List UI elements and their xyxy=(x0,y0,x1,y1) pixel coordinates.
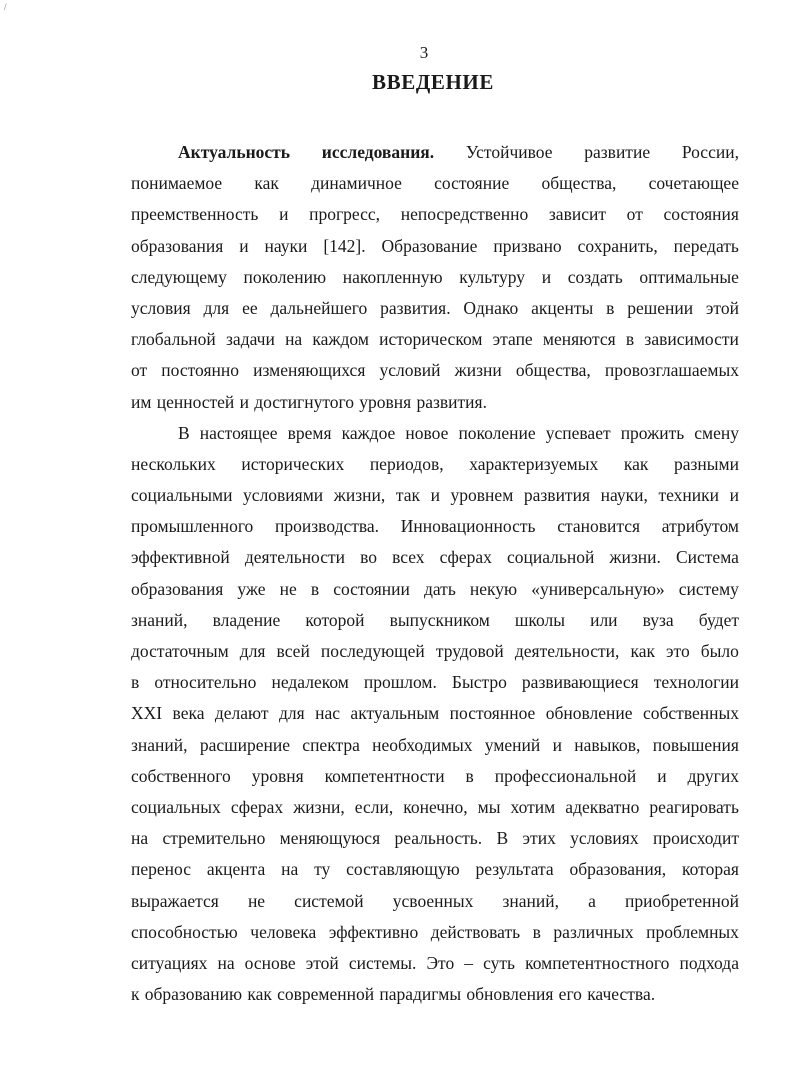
text-line xyxy=(131,231,739,262)
word: деятельности xyxy=(244,547,346,568)
word: основе xyxy=(244,952,296,973)
word: время xyxy=(287,422,332,443)
word: характеризуемых xyxy=(469,453,599,474)
word: выражается xyxy=(131,890,219,911)
word: Однако xyxy=(463,297,519,318)
word: динамичное xyxy=(311,173,402,194)
word: которой xyxy=(305,609,365,630)
word: в xyxy=(532,921,541,942)
text-line xyxy=(131,511,739,542)
word: России, xyxy=(681,142,739,162)
word: реальность. xyxy=(394,828,483,849)
word: прогресс, xyxy=(309,204,381,225)
text-line xyxy=(131,262,739,293)
word: техники xyxy=(658,485,719,506)
word: ее xyxy=(242,297,258,318)
word: школы xyxy=(514,609,566,630)
word: глобальной xyxy=(131,329,216,350)
word: нас xyxy=(315,703,340,724)
word: и xyxy=(279,204,289,225)
word: состоянии xyxy=(333,578,410,599)
word: условий xyxy=(379,360,441,381)
text-line xyxy=(131,355,739,386)
word: условия xyxy=(131,297,191,318)
bold-word: исследования. xyxy=(321,142,435,162)
word: достигнутого xyxy=(254,391,355,412)
word: качества. xyxy=(587,984,656,1005)
word: настоящее xyxy=(199,422,278,443)
word: относительно xyxy=(154,672,257,693)
text-line xyxy=(131,605,739,636)
word: собственных xyxy=(642,703,739,724)
word: в xyxy=(465,765,474,786)
word: как xyxy=(254,173,279,194)
word: меняющуюся xyxy=(279,828,381,849)
word: сохранить, xyxy=(577,235,658,256)
word: состояния xyxy=(663,204,739,225)
word: и xyxy=(729,485,739,506)
word: достаточным xyxy=(131,641,229,661)
word: некую xyxy=(469,578,518,599)
word: каждом xyxy=(312,329,369,350)
word: а xyxy=(588,890,596,911)
word: будет xyxy=(698,609,739,630)
word: ту xyxy=(314,859,331,880)
word: состояние xyxy=(434,173,510,194)
word: В xyxy=(496,828,509,849)
word: сочетающее xyxy=(648,173,739,194)
text-line xyxy=(131,667,739,698)
word: смену xyxy=(694,422,739,443)
word: уровнем xyxy=(450,485,514,506)
text-line xyxy=(131,730,739,761)
word: и xyxy=(657,765,667,786)
word: зависимости xyxy=(644,329,739,350)
word: владение xyxy=(212,609,281,630)
word: обновление xyxy=(545,703,633,724)
word: дальнейшего xyxy=(270,297,368,318)
word: и xyxy=(541,266,552,287)
word: человека xyxy=(250,921,317,942)
word: обновления xyxy=(466,984,554,1005)
corner-mark: / xyxy=(4,2,7,12)
word: социальными xyxy=(131,485,233,506)
word: способностью xyxy=(131,921,238,942)
word: эффективно xyxy=(328,921,419,942)
word: к xyxy=(131,984,140,1005)
word: прошлом. xyxy=(363,672,437,693)
word: Инновационность xyxy=(400,516,536,537)
word: преемственность xyxy=(131,204,259,225)
text-line xyxy=(131,293,739,324)
word: образованию xyxy=(144,984,243,1005)
section-heading: ВВЕДЕНИЕ xyxy=(372,70,494,94)
word: нескольких xyxy=(131,453,216,474)
word: ценностей xyxy=(156,391,235,412)
word: и xyxy=(239,391,249,412)
word: так xyxy=(395,485,420,506)
word: жизни, xyxy=(293,796,345,817)
word: науки xyxy=(264,235,308,256)
word: решении xyxy=(627,297,694,318)
text-line xyxy=(131,542,739,573)
word: как xyxy=(630,641,655,661)
word: становится xyxy=(557,516,641,537)
word: компетентностного xyxy=(525,952,670,973)
text-line xyxy=(131,449,739,480)
word: [142]. xyxy=(323,235,366,256)
word: всех xyxy=(392,547,425,568)
word: В xyxy=(178,422,190,443)
word: разными xyxy=(673,453,739,474)
word: жизни. xyxy=(609,547,661,568)
word: и xyxy=(552,734,562,755)
word: условиями xyxy=(243,485,324,506)
word: компетентности xyxy=(324,765,445,786)
word: деятельности, xyxy=(514,641,620,661)
word: атрибутом xyxy=(661,516,739,537)
text-line xyxy=(131,418,739,449)
word: следующему xyxy=(131,266,227,287)
word: приобретенной xyxy=(625,890,739,911)
word: социальной xyxy=(506,547,595,568)
paragraph xyxy=(131,137,739,418)
text-line xyxy=(131,698,739,729)
word: исторических xyxy=(241,453,345,474)
word: умений xyxy=(484,734,541,755)
word: успевает xyxy=(545,422,611,443)
paragraph xyxy=(131,418,739,1011)
word: в xyxy=(131,672,140,693)
word: всей xyxy=(276,641,310,661)
word: уровня xyxy=(359,391,412,412)
word: конечно, xyxy=(403,796,468,817)
word: адекватно xyxy=(565,796,640,817)
word: этой xyxy=(305,952,339,973)
word: других xyxy=(687,765,739,786)
word: «универсальную» xyxy=(531,578,665,599)
word: систему xyxy=(678,578,739,599)
word: им xyxy=(131,391,152,412)
word: – xyxy=(464,952,474,973)
word: этой xyxy=(705,297,739,318)
word: суть xyxy=(483,952,516,973)
page-number: 3 xyxy=(419,43,429,62)
word: образования, xyxy=(569,859,667,880)
word: на xyxy=(281,859,299,880)
word: передать xyxy=(673,235,739,256)
word: это xyxy=(666,641,690,661)
word: технологии xyxy=(653,672,739,693)
text-line xyxy=(131,574,739,605)
word: знаний, xyxy=(502,890,560,911)
word: постоянное xyxy=(449,703,536,724)
word: провозглашаемых xyxy=(604,360,739,381)
word: в xyxy=(625,329,635,350)
word: знаний, xyxy=(131,609,188,630)
word: этапе xyxy=(492,329,533,350)
text-line xyxy=(131,761,739,792)
word: и xyxy=(239,235,249,256)
word: ситуациях xyxy=(131,952,208,973)
word: на xyxy=(217,952,235,973)
word: производства. xyxy=(275,516,380,537)
word: условиях xyxy=(570,828,639,849)
word: зависит xyxy=(548,204,606,225)
word: необходимых xyxy=(372,734,473,755)
word: культуру xyxy=(459,266,526,287)
word: историческом xyxy=(379,329,483,350)
word: развития xyxy=(523,485,590,506)
word: парадигмы xyxy=(379,984,462,1005)
word: как xyxy=(623,453,649,474)
word: развития. xyxy=(416,391,487,412)
word: задачи xyxy=(226,329,275,350)
word: развития. xyxy=(380,297,451,318)
word: недалеком xyxy=(271,672,349,693)
word: уже xyxy=(237,578,266,599)
word: понимаемое xyxy=(131,173,223,194)
word: усвоенных xyxy=(392,890,474,911)
word: жизни, xyxy=(333,485,386,506)
word: оптимальные xyxy=(639,266,739,287)
word: не xyxy=(247,890,266,911)
word: изменяющихся xyxy=(253,360,366,381)
word: профессиональной xyxy=(494,765,637,786)
word: развитие xyxy=(584,142,651,162)
word: трудовой xyxy=(435,641,504,661)
word: жизни xyxy=(454,360,502,381)
word: актуальным xyxy=(350,703,440,724)
text-line xyxy=(131,480,739,511)
word: этих xyxy=(522,828,556,849)
word: во xyxy=(360,547,377,568)
word: спектра xyxy=(302,734,360,755)
word: XXI xyxy=(131,703,163,724)
word: эффективной xyxy=(131,547,230,568)
word: делают xyxy=(214,703,269,724)
word: акценты xyxy=(531,297,594,318)
word: в xyxy=(310,578,320,599)
word: поколению xyxy=(243,266,327,287)
word: накопленную xyxy=(342,266,443,287)
text-line xyxy=(131,792,739,823)
word: поколение xyxy=(458,422,536,443)
text-line xyxy=(131,387,739,418)
word: постоянно xyxy=(161,360,239,381)
word: современной xyxy=(277,984,375,1005)
word: образования xyxy=(131,578,224,599)
word: как xyxy=(247,984,272,1005)
word: общества, xyxy=(541,173,617,194)
word: проблемных xyxy=(646,921,739,942)
word: хотим xyxy=(510,796,556,817)
word: выпускником xyxy=(389,609,490,630)
word: призвано xyxy=(493,235,562,256)
word: уровня xyxy=(251,765,304,786)
text-line xyxy=(131,137,739,168)
word: происходит xyxy=(652,828,739,849)
word: стремительно xyxy=(162,828,266,849)
word: акцента xyxy=(206,859,266,880)
word: составляющую xyxy=(346,859,460,880)
text-line xyxy=(131,199,739,230)
word: последующей xyxy=(320,641,425,661)
word: Образование xyxy=(381,235,478,256)
word: создать xyxy=(567,266,623,287)
word: системой xyxy=(294,890,364,911)
word: было xyxy=(700,641,739,661)
word: общества, xyxy=(515,360,591,381)
text-line xyxy=(131,823,739,854)
text-line xyxy=(131,979,739,1010)
body-text xyxy=(131,137,739,1010)
word: на xyxy=(285,329,303,350)
word: периодов, xyxy=(369,453,444,474)
word: меняются xyxy=(542,329,616,350)
word: реагировать xyxy=(649,796,739,817)
word: навыков, xyxy=(574,734,641,755)
word: различных xyxy=(553,921,634,942)
word: прожить xyxy=(620,422,685,443)
text-line xyxy=(131,886,739,917)
word: расширение xyxy=(199,734,290,755)
word: перенос xyxy=(131,859,191,880)
word: для xyxy=(239,641,266,661)
word: от xyxy=(626,204,643,225)
word: дать xyxy=(423,578,456,599)
word: промышленного xyxy=(131,516,254,537)
text-line xyxy=(131,854,739,885)
word: непосредственно xyxy=(400,204,529,225)
word: его xyxy=(558,984,582,1005)
word: развивающиеся xyxy=(521,672,639,693)
word: и xyxy=(430,485,440,506)
word: которая xyxy=(682,859,739,880)
text-line xyxy=(131,324,739,355)
word: образования xyxy=(131,235,224,256)
word: если, xyxy=(354,796,394,817)
text-line xyxy=(131,636,739,667)
word: социальных xyxy=(131,796,221,817)
word: Это xyxy=(426,952,455,973)
word: подхода xyxy=(679,952,739,973)
word: века xyxy=(172,703,205,724)
word: Система xyxy=(675,547,739,568)
word: действовать xyxy=(430,921,521,942)
word: сферах xyxy=(230,796,284,817)
text-line xyxy=(131,948,739,979)
word: каждое xyxy=(341,422,396,443)
word: вуза xyxy=(642,609,674,630)
word: результата xyxy=(475,859,554,880)
bold-word: Актуальность xyxy=(178,142,291,162)
word: сферах xyxy=(439,547,492,568)
word: не xyxy=(279,578,297,599)
word: от xyxy=(131,360,148,381)
word: в xyxy=(606,297,615,318)
word: знаний, xyxy=(131,734,188,755)
word: повышения xyxy=(652,734,739,755)
text-line xyxy=(131,917,739,948)
word: науки, xyxy=(600,485,648,506)
text-line xyxy=(131,168,739,199)
word: собственного xyxy=(131,765,231,786)
word: Устойчивое xyxy=(465,142,553,162)
word: на xyxy=(131,828,149,849)
word: новое xyxy=(405,422,449,443)
word: мы xyxy=(477,796,501,817)
word: системы. xyxy=(348,952,417,973)
word: или xyxy=(590,609,618,630)
word: для xyxy=(203,297,230,318)
word: для xyxy=(278,703,305,724)
word: Быстро xyxy=(451,672,507,693)
